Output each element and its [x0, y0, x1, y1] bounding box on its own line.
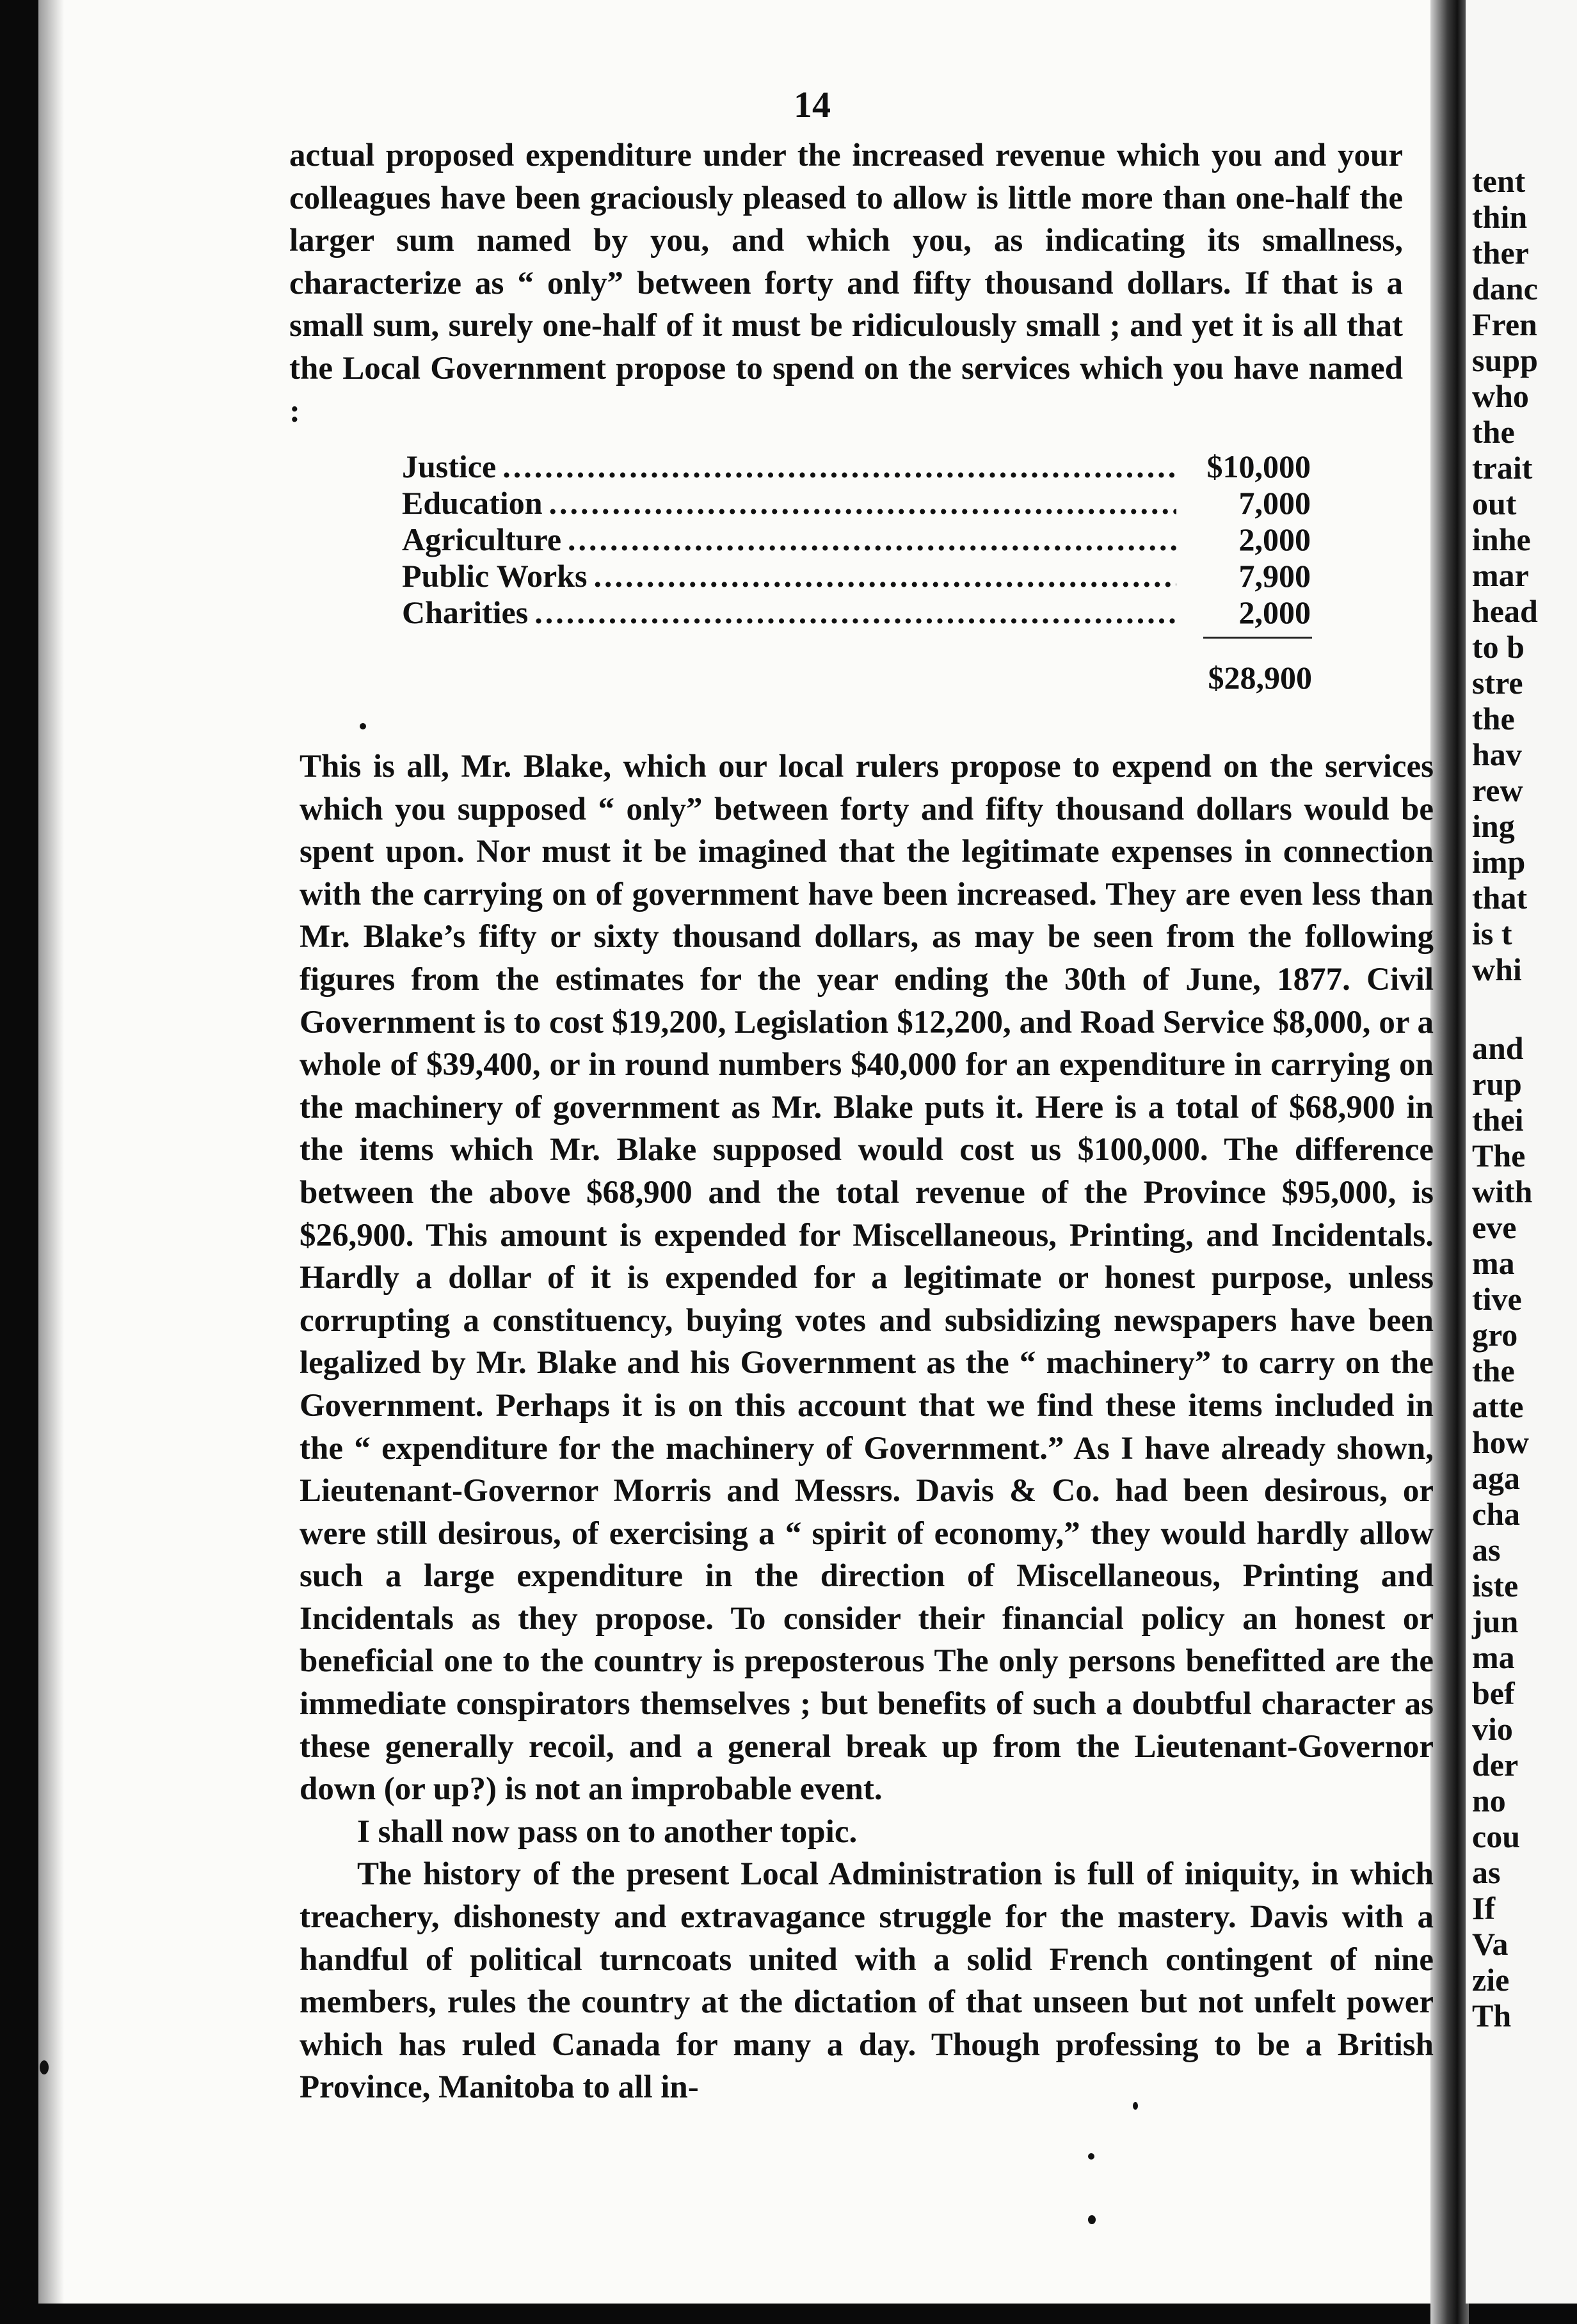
right-page-fragment: the — [1472, 701, 1515, 736]
leader-dots — [534, 594, 1176, 631]
right-page-fragment: Th — [1472, 1998, 1512, 2034]
right-page-fragment: rew — [1472, 772, 1523, 808]
row-amount: 7,000 — [1238, 485, 1311, 521]
row-amount: 2,000 — [1238, 594, 1311, 630]
table-row — [402, 557, 1311, 594]
right-page-fragment: and — [1472, 1030, 1524, 1066]
row-label: Agriculture — [402, 521, 562, 557]
right-page-fragment: with — [1472, 1174, 1533, 1209]
right-page-fragment: gro — [1472, 1317, 1518, 1353]
page-number: 14 — [794, 84, 831, 125]
expenditure-table — [402, 448, 1311, 630]
row-amount: 7,900 — [1238, 558, 1311, 594]
right-page-fragment: atte — [1472, 1389, 1524, 1424]
right-page-fragments-top — [1472, 163, 1577, 987]
right-page-fragment: head — [1472, 593, 1538, 629]
right-page-fragment: whi — [1472, 951, 1522, 987]
ink-speck — [1088, 2215, 1096, 2224]
ink-speck — [1088, 2153, 1094, 2160]
right-page-fragment: der — [1472, 1747, 1519, 1783]
right-page-fragment: iste — [1472, 1568, 1519, 1604]
right-page-fragment: The — [1472, 1138, 1526, 1174]
sum-rule — [1203, 637, 1312, 639]
right-page-fragment: tive — [1472, 1281, 1522, 1317]
right-page-fragment: stre — [1472, 665, 1523, 701]
leader-dots — [502, 448, 1176, 485]
book-gutter — [1430, 0, 1469, 2324]
right-page-fragment: cha — [1472, 1496, 1520, 1532]
row-amount: $10,000 — [1206, 449, 1311, 484]
right-page-fragment: bef — [1472, 1675, 1515, 1711]
right-page-fragment: rup — [1472, 1066, 1522, 1102]
right-page-fragment: ma — [1472, 1639, 1515, 1675]
right-page-fragment: as — [1472, 1854, 1501, 1890]
paragraph-2: This is all, Mr. Blake, which our local rulers propose to expend on the services which you supposed “ only” between forty and fifty thousand dollars would be spent upon. Nor must it be imagined that the legitimate expenses in connection with the carrying on of government have been increased. They are even less than Mr. Blake’s fifty or sixty thousand dollars, as may be seen from the following figures from the estimates for the year ending the 30th of June, 1877. Civil Government is to cost $19,200, Legislation $12,200, and Road Service $8,000, or a whole of $39,400, or in round numbers $40,000 for an expenditure in carrying on the machinery of government as Mr. Blake puts it. Here is a total of $68,900 in the items which Mr. Blake supposed would cost us $100,000. The difference between the above $68,900 and the total revenue of the Province $95,000, is $26,900. This amount is expended for Miscellaneous, Printing, and Incidentals. Hardly a dollar of it is expended for a legitimate or honest purpose, unless corrupting a constituency, buying votes and subsidizing newspapers have been legalized by Mr. Blake and his Government as the “ machinery” to carry on the Government. Perhaps it is on this account that we find these items included in the “ expenditure for the machinery of Government.” As I have already shown, Lieutenant-Governor Morris and Messrs. Davis & Co. had been desirous, or were still desirous, of exercising a “ spirit of economy,” they would hardly allow such a large expenditure in the direction of Miscellaneous, Printing and Incidentals as they propose. To consider their financial policy an honest or beneficial one to the country is preposterous The only persons benefitted are the immediate conspirators themselves ; but benefits of such a doubtful character as these generally recoil, and a general break up from the Lieutenant-Governor down (or up?) is not an improbable event. — [300, 749, 1434, 1808]
table-row — [402, 448, 1311, 484]
row-amount: 2,000 — [1238, 521, 1311, 557]
right-page-fragment: eve — [1472, 1209, 1517, 1245]
right-page-fragment: supp — [1472, 342, 1538, 378]
right-page-fragment: that — [1472, 880, 1528, 916]
ink-speck — [1133, 2102, 1138, 2110]
row-label: Charities — [402, 594, 529, 630]
table-total: $28,900 — [1208, 660, 1312, 696]
right-page-fragment: thin — [1472, 199, 1528, 235]
right-page-fragment: thei — [1472, 1102, 1524, 1138]
right-page-fragment: cou — [1472, 1819, 1520, 1854]
page-edge-shadow — [38, 0, 64, 2304]
right-page-fragment: is t — [1472, 916, 1512, 951]
right-page-fragment: hav — [1472, 736, 1522, 772]
table-row — [402, 521, 1311, 557]
table-row — [402, 594, 1311, 630]
right-page-fragment: how — [1472, 1424, 1529, 1460]
right-page-fragment: mar — [1472, 557, 1529, 593]
paragraph-1-text: actual proposed expenditure under the increased revenue which you and your colleagues have been graciously pleased to allow is little more than one-half the larger sum named by you, and which you, as indicating its smallness, characterize as “ only” between forty and fifty thousand dollars. If that is a small sum, surely one-half of it must be ridiculously small ; and yet it is all that the Local Government propose to spend on the services which you have named : — [289, 138, 1403, 429]
paragraph-4: The history of the present Local Administration is full of iniquity, in which treachery, dishonesty and extravagance struggle for the mastery. Davis with a handful of political turncoats united with a solid French contingent of nine members, rules the country at the dictation of that unseen but not unfelt power which has ruled Canada for many a day. Though professing to be a British Province, Manitoba to all in- — [300, 1856, 1434, 2106]
right-page-fragment: no — [1472, 1783, 1506, 1819]
right-page-fragment: inhe — [1472, 521, 1531, 557]
right-page-fragment: If — [1472, 1890, 1496, 1926]
right-page-fragment: Fren — [1472, 306, 1537, 342]
row-label: Public Works — [402, 558, 588, 594]
right-page-fragment: vio — [1472, 1711, 1513, 1747]
right-page-fragment: ther — [1472, 235, 1529, 271]
right-page-fragment: zie — [1472, 1962, 1510, 1998]
right-page-fragment: tent — [1472, 163, 1526, 199]
right-page-fragment: who — [1472, 378, 1529, 414]
right-page-fragment: out — [1472, 486, 1517, 521]
right-page-fragment: imp — [1472, 844, 1526, 880]
right-page-fragment: jun — [1472, 1604, 1519, 1639]
right-page-fragment: the — [1472, 1353, 1515, 1389]
leader-dots — [549, 484, 1176, 521]
paragraph-1 — [289, 134, 1403, 433]
table-row — [402, 484, 1311, 521]
right-page-fragment: as — [1472, 1532, 1501, 1568]
ink-speck — [360, 723, 366, 729]
right-page-fragment: danc — [1472, 271, 1538, 306]
right-page-fragment: to b — [1472, 629, 1525, 665]
leader-dots — [593, 557, 1176, 594]
right-page-fragment: the — [1472, 414, 1515, 450]
right-page-fragments-bottom — [1472, 1030, 1577, 2034]
leader-dots — [568, 521, 1176, 558]
right-page-fragment: ing — [1472, 808, 1515, 844]
right-page-fragment: trait — [1472, 450, 1533, 486]
paragraph-3: I shall now pass on to another topic. — [357, 1813, 858, 1850]
row-label: Justice — [402, 449, 497, 484]
row-label: Education — [402, 485, 543, 521]
right-page-fragment: Va — [1472, 1926, 1509, 1962]
right-page-fragment: ma — [1472, 1245, 1515, 1281]
body-text — [300, 745, 1434, 2109]
right-page-fragment: aga — [1472, 1460, 1520, 1496]
ink-speck — [40, 2060, 49, 2074]
